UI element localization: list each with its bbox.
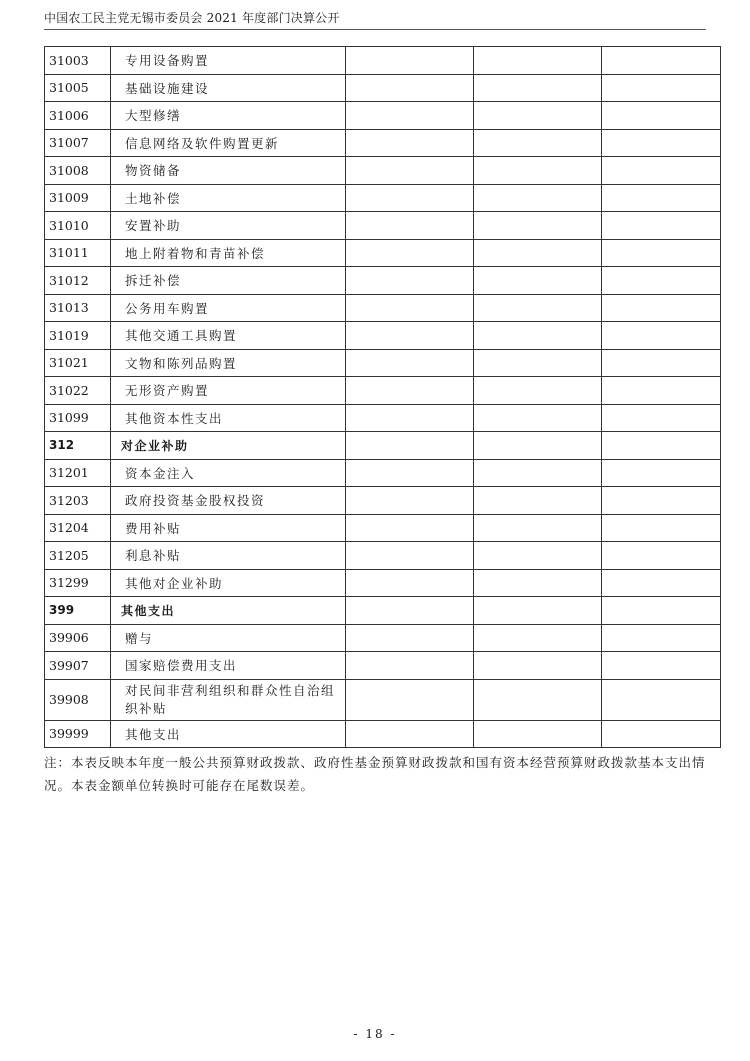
table-row — [45, 74, 721, 102]
value-cell — [346, 184, 474, 212]
table-row — [45, 514, 721, 542]
value-cell — [474, 652, 602, 680]
table-row — [45, 294, 721, 322]
value-cell — [346, 239, 474, 267]
value-cell — [602, 720, 721, 748]
table-row — [45, 129, 721, 157]
row-name: 资本金注入 — [111, 459, 346, 487]
row-name: 信息网络及软件购置更新 — [111, 129, 346, 157]
value-cell — [602, 184, 721, 212]
row-code: 31005 — [45, 74, 111, 102]
row-name: 基础设施建设 — [111, 74, 346, 102]
value-cell — [602, 322, 721, 350]
row-code: 31201 — [45, 459, 111, 487]
value-cell — [602, 569, 721, 597]
table-row — [45, 267, 721, 295]
value-cell — [602, 74, 721, 102]
row-name: 公务用车购置 — [111, 294, 346, 322]
value-cell — [346, 459, 474, 487]
row-code: 31099 — [45, 404, 111, 432]
value-cell — [346, 74, 474, 102]
row-code: 312 — [45, 432, 111, 460]
value-cell — [602, 679, 721, 720]
value-cell — [474, 377, 602, 405]
row-name: 地上附着物和青苗补偿 — [111, 239, 346, 267]
value-cell — [474, 432, 602, 460]
row-code: 31204 — [45, 514, 111, 542]
table-row — [45, 652, 721, 680]
value-cell — [346, 569, 474, 597]
value-cell — [474, 157, 602, 185]
row-code: 31011 — [45, 239, 111, 267]
value-cell — [602, 157, 721, 185]
row-code: 31205 — [45, 542, 111, 570]
table-row-category — [45, 432, 721, 460]
value-cell — [602, 597, 721, 625]
value-cell — [474, 47, 602, 75]
value-cell — [474, 267, 602, 295]
row-name: 大型修缮 — [111, 102, 346, 130]
row-name: 其他资本性支出 — [111, 404, 346, 432]
value-cell — [474, 542, 602, 570]
value-cell — [346, 514, 474, 542]
value-cell — [602, 432, 721, 460]
value-cell — [474, 624, 602, 652]
row-name: 安置补助 — [111, 212, 346, 240]
table-row — [45, 184, 721, 212]
value-cell — [346, 47, 474, 75]
value-cell — [474, 404, 602, 432]
value-cell — [602, 129, 721, 157]
budget-table — [44, 46, 721, 748]
value-cell — [346, 212, 474, 240]
page-number: - 18 - — [353, 1027, 397, 1041]
row-name: 无形资产购置 — [111, 377, 346, 405]
row-name: 文物和陈列品购置 — [111, 349, 346, 377]
value-cell — [602, 459, 721, 487]
value-cell — [346, 597, 474, 625]
value-cell — [474, 212, 602, 240]
value-cell — [346, 322, 474, 350]
row-name: 对企业补助 — [111, 432, 346, 460]
value-cell — [474, 679, 602, 720]
value-cell — [602, 404, 721, 432]
value-cell — [602, 267, 721, 295]
value-cell — [346, 624, 474, 652]
value-cell — [346, 542, 474, 570]
row-name: 其他支出 — [111, 597, 346, 625]
value-cell — [346, 349, 474, 377]
table-row — [45, 102, 721, 130]
row-code: 39906 — [45, 624, 111, 652]
row-name: 其他支出 — [111, 720, 346, 748]
table-row — [45, 239, 721, 267]
table-row — [45, 487, 721, 515]
row-name: 对民间非营利组织和群众性自治组织补贴 — [111, 679, 346, 720]
row-name: 费用补贴 — [111, 514, 346, 542]
value-cell — [474, 720, 602, 748]
row-code: 31010 — [45, 212, 111, 240]
table-row — [45, 679, 721, 720]
value-cell — [602, 212, 721, 240]
row-code: 31013 — [45, 294, 111, 322]
row-code: 31009 — [45, 184, 111, 212]
row-code: 399 — [45, 597, 111, 625]
table-row — [45, 569, 721, 597]
table-footnote: 注：本表反映本年度一般公共预算财政拨款、政府性基金预算财政拨款和国有资本经营预算财政拨款基本支出情况。本表金额单位转换时可能存在尾数误差。 — [44, 755, 706, 793]
value-cell — [602, 294, 721, 322]
value-cell — [602, 652, 721, 680]
row-code: 31019 — [45, 322, 111, 350]
row-code: 31203 — [45, 487, 111, 515]
row-code: 31021 — [45, 349, 111, 377]
value-cell — [346, 487, 474, 515]
row-code: 31022 — [45, 377, 111, 405]
row-name: 其他对企业补助 — [111, 569, 346, 597]
value-cell — [474, 239, 602, 267]
table-row-category — [45, 597, 721, 625]
value-cell — [346, 404, 474, 432]
value-cell — [602, 514, 721, 542]
value-cell — [602, 102, 721, 130]
row-code: 39907 — [45, 652, 111, 680]
table-row — [45, 404, 721, 432]
value-cell — [602, 377, 721, 405]
value-cell — [474, 129, 602, 157]
row-name: 政府投资基金股权投资 — [111, 487, 346, 515]
value-cell — [346, 129, 474, 157]
table-row — [45, 349, 721, 377]
row-code: 31007 — [45, 129, 111, 157]
value-cell — [474, 74, 602, 102]
table-row — [45, 377, 721, 405]
value-cell — [346, 432, 474, 460]
value-cell — [474, 487, 602, 515]
row-code: 31012 — [45, 267, 111, 295]
table-row — [45, 322, 721, 350]
value-cell — [346, 652, 474, 680]
value-cell — [474, 184, 602, 212]
row-name: 赠与 — [111, 624, 346, 652]
row-name: 国家赔偿费用支出 — [111, 652, 346, 680]
value-cell — [474, 514, 602, 542]
table-row — [45, 459, 721, 487]
value-cell — [474, 459, 602, 487]
row-code: 31006 — [45, 102, 111, 130]
row-name: 拆迁补偿 — [111, 267, 346, 295]
value-cell — [602, 239, 721, 267]
row-code: 31008 — [45, 157, 111, 185]
value-cell — [474, 294, 602, 322]
value-cell — [346, 102, 474, 130]
value-cell — [474, 322, 602, 350]
row-code: 39999 — [45, 720, 111, 748]
row-name: 利息补贴 — [111, 542, 346, 570]
value-cell — [346, 720, 474, 748]
row-name: 物资储备 — [111, 157, 346, 185]
value-cell — [602, 349, 721, 377]
table-row — [45, 624, 721, 652]
value-cell — [346, 267, 474, 295]
row-name: 其他交通工具购置 — [111, 322, 346, 350]
value-cell — [602, 487, 721, 515]
row-code: 31299 — [45, 569, 111, 597]
value-cell — [602, 47, 721, 75]
value-cell — [474, 597, 602, 625]
value-cell — [602, 542, 721, 570]
row-name: 土地补偿 — [111, 184, 346, 212]
table-row — [45, 47, 721, 75]
value-cell — [474, 349, 602, 377]
value-cell — [474, 569, 602, 597]
row-code: 39908 — [45, 679, 111, 720]
table-row — [45, 720, 721, 748]
table-row — [45, 157, 721, 185]
value-cell — [346, 679, 474, 720]
value-cell — [346, 294, 474, 322]
row-name: 专用设备购置 — [111, 47, 346, 75]
value-cell — [346, 157, 474, 185]
table-row — [45, 212, 721, 240]
value-cell — [602, 624, 721, 652]
value-cell — [346, 377, 474, 405]
table-row — [45, 542, 721, 570]
row-code: 31003 — [45, 47, 111, 75]
page-header: 中国农工民主党无锡市委员会 2021 年度部门决算公开 — [44, 10, 706, 30]
value-cell — [474, 102, 602, 130]
